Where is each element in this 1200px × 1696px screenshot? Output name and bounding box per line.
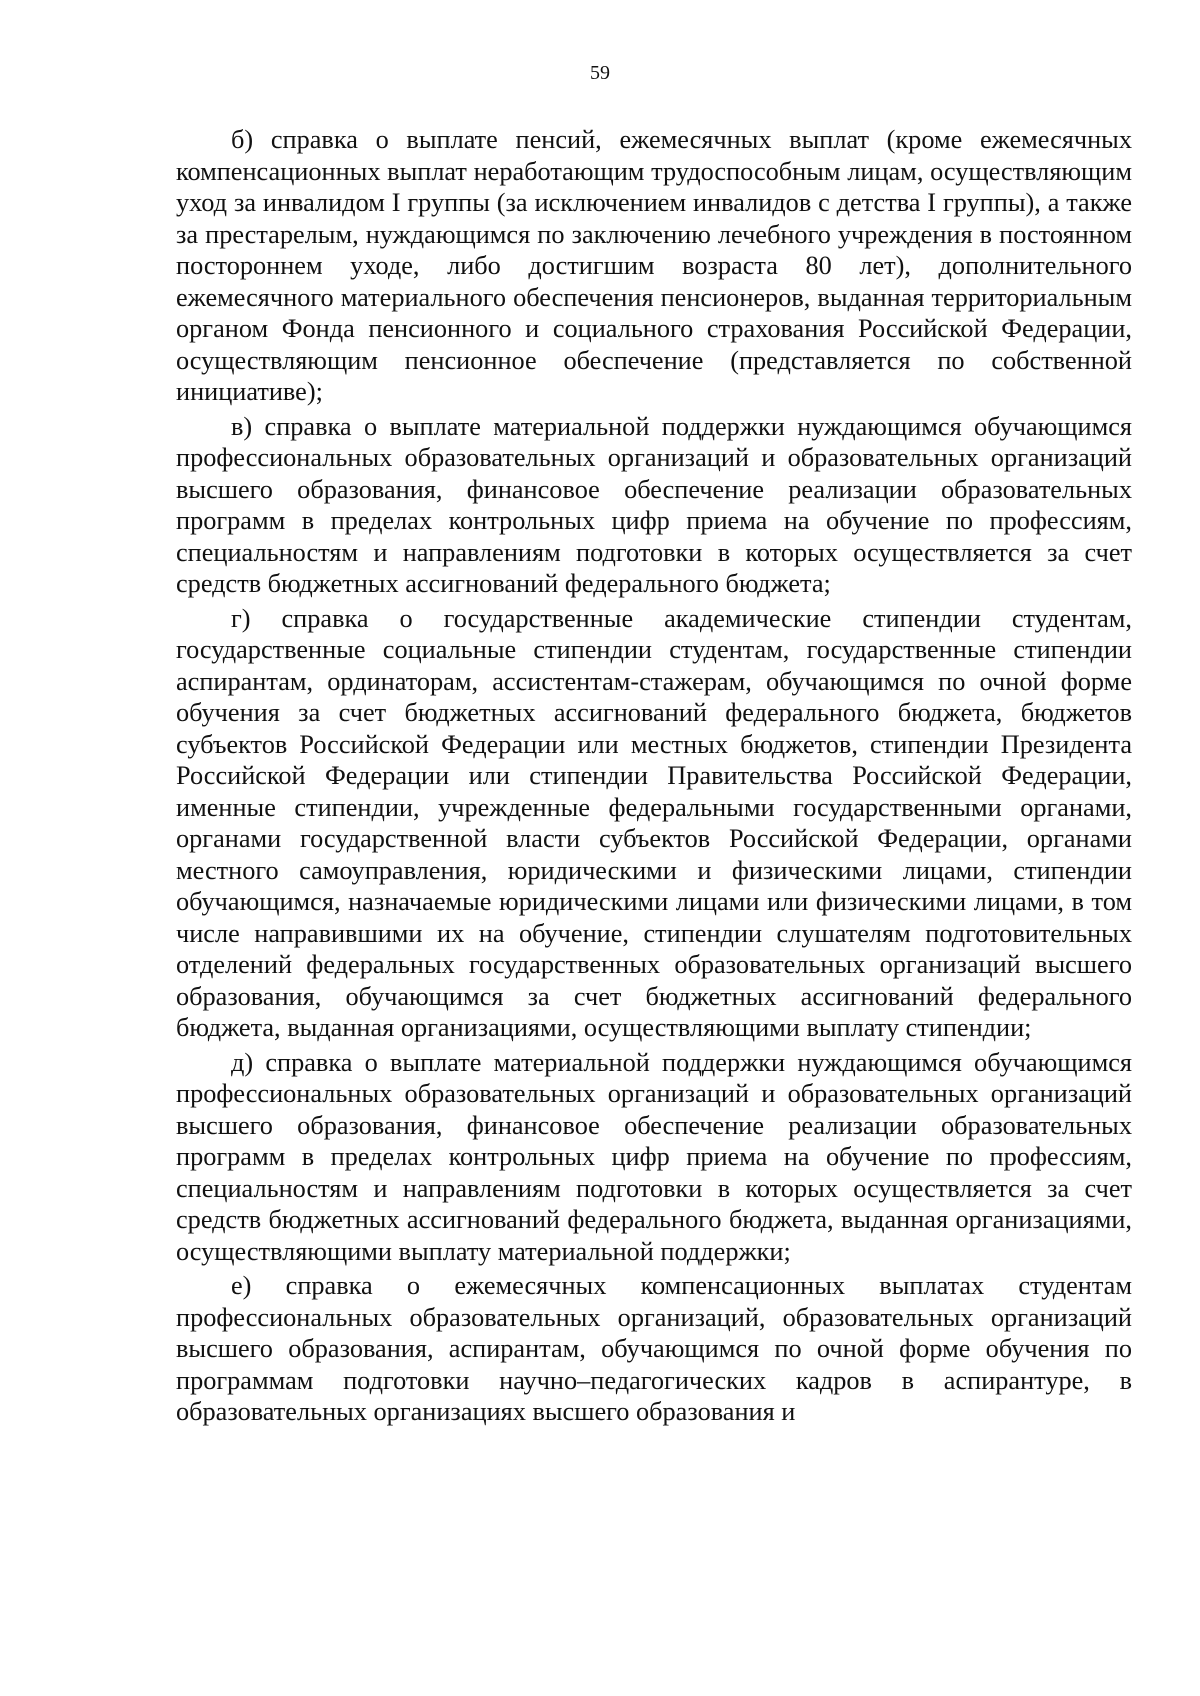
document-body [176,124,1132,1431]
paragraph-v: в) справка о выплате материальной поддержки нуждающимся обучающимся профессиональных образовательных организаций и образовательных организаций высшего образования, финансовое обеспечение реализации образовательных программ в пределах контрольных цифр приема на обучение по профессиям, специальностям и направлениям подготовки в которых осуществляется за счет средств бюджетных ассигнований федерального бюджета; [176,411,1132,598]
paragraph-e: е) справка о ежемесячных компенсационных выплатах студентам профессиональных образовательных организаций, образовательных организаций высшего образования, аспирантам, обучающимся по очной форме обучения по программам подготовки научно–педагогических кадров в аспирантуре, в образовательных организациях высшего образования и [176,1271,1132,1426]
paragraph-d: д) справка о выплате материальной поддержки нуждающимся обучающимся профессиональных образовательных организаций и образовательных организаций высшего образования, финансовое обеспечение реализации образовательных программ в пределах контрольных цифр приема на обучение по профессиям, специальностям и направлениям подготовки в которых осуществляется за счет средств бюджетных ассигнований федерального бюджета, выданная организациями, осуществляющими выплату материальной поддержки; [176,1047,1132,1266]
paragraph-g: г) справка о государственные академические стипендии студентам, государственные социальные стипендии студентам, государственные стипендии аспирантам, ординаторам, ассистентам-стажерам, обучающимся по очной форме обучения за счет бюджетных ассигнований федерального бюджета, бюджетов субъектов Российской Федерации или местных бюджетов, стипендии Президента Российской Федерации или стипендии Правительства Российской Федерации, именные стипендии, учрежденные федеральными государственными органами, органами государственной власти субъектов Российской Федерации, органами местного самоуправления, юридическими и физическими лицами, стипендии обучающимся, назначаемые юридическими лицами или физическими лицами, в том числе направившими их на обучение, стипендии слушателям подготовительных отделений федеральных государственных образовательных организаций высшего образования, обучающимся за счет бюджетных ассигнований федерального бюджета, выданная организациями, осуществляющими выплату стипендии; [176,603,1132,1042]
page-number: 59 [590,62,610,84]
paragraph-b: б) справка о выплате пенсий, ежемесячных выплат (кроме ежемесячных компенсационных выплат неработающим трудоспособным лицам, осуществляющим уход за инвалидом I группы (за исключением инвалидов с детства I группы), а также за престарелым, нуждающимся по заключению лечебного учреждения в постоянном постороннем уходе, либо достигшим возраста 80 лет), дополнительного ежемесячного материального обеспечения пенсионеров, выданная территориальным органом Фонда пенсионного и социального страхования Российской Федерации, осуществляющим пенсионное обеспечение (представляется по собственной инициативе); [176,125,1132,406]
